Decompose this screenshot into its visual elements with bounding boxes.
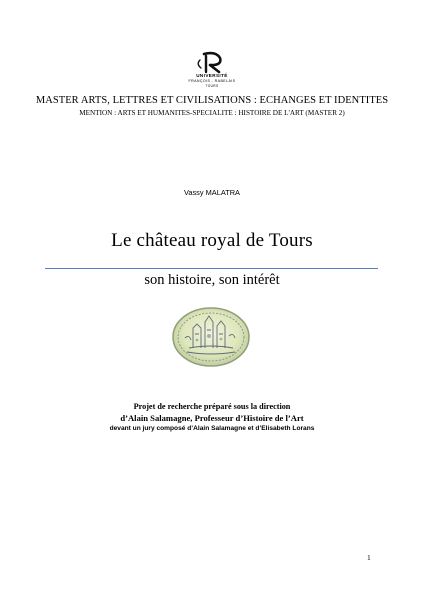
project-line-1: Projet de recherche préparé sous la direction [133, 402, 291, 411]
document-title: Le château royal de Tours [111, 230, 313, 251]
mention-heading: MENTION : ARTS ET HUMANITES-SPECIALITE : HISTOIRE DE L'ART (MASTER 2) [79, 109, 345, 117]
university-logo-icon [186, 50, 238, 74]
logo-city-label: TOURS [205, 84, 219, 88]
author-name: Vassy MALATRA [184, 188, 240, 197]
logo-university-label: UNIVERSITÉ [196, 73, 228, 78]
project-line-3: devant un jury composé d’Alain Salamagne et d’Elisabeth Lorans [109, 425, 315, 432]
page-number: 1 [367, 553, 371, 562]
logo-name-label: FRANÇOIS - RABELAIS [188, 79, 236, 83]
seal-image [171, 306, 251, 368]
title-divider [45, 268, 378, 269]
project-line-2: d’Alain Salamagne, Professeur d’Histoire de l’Art [120, 413, 304, 423]
medieval-seal-illustration [171, 306, 251, 368]
program-heading: MASTER ARTS, LETTRES ET CIVILISATIONS : ECHANGES ET IDENTITES [35, 95, 389, 106]
document-subtitle: son histoire, son intérêt [144, 272, 280, 288]
university-logo [186, 50, 238, 94]
